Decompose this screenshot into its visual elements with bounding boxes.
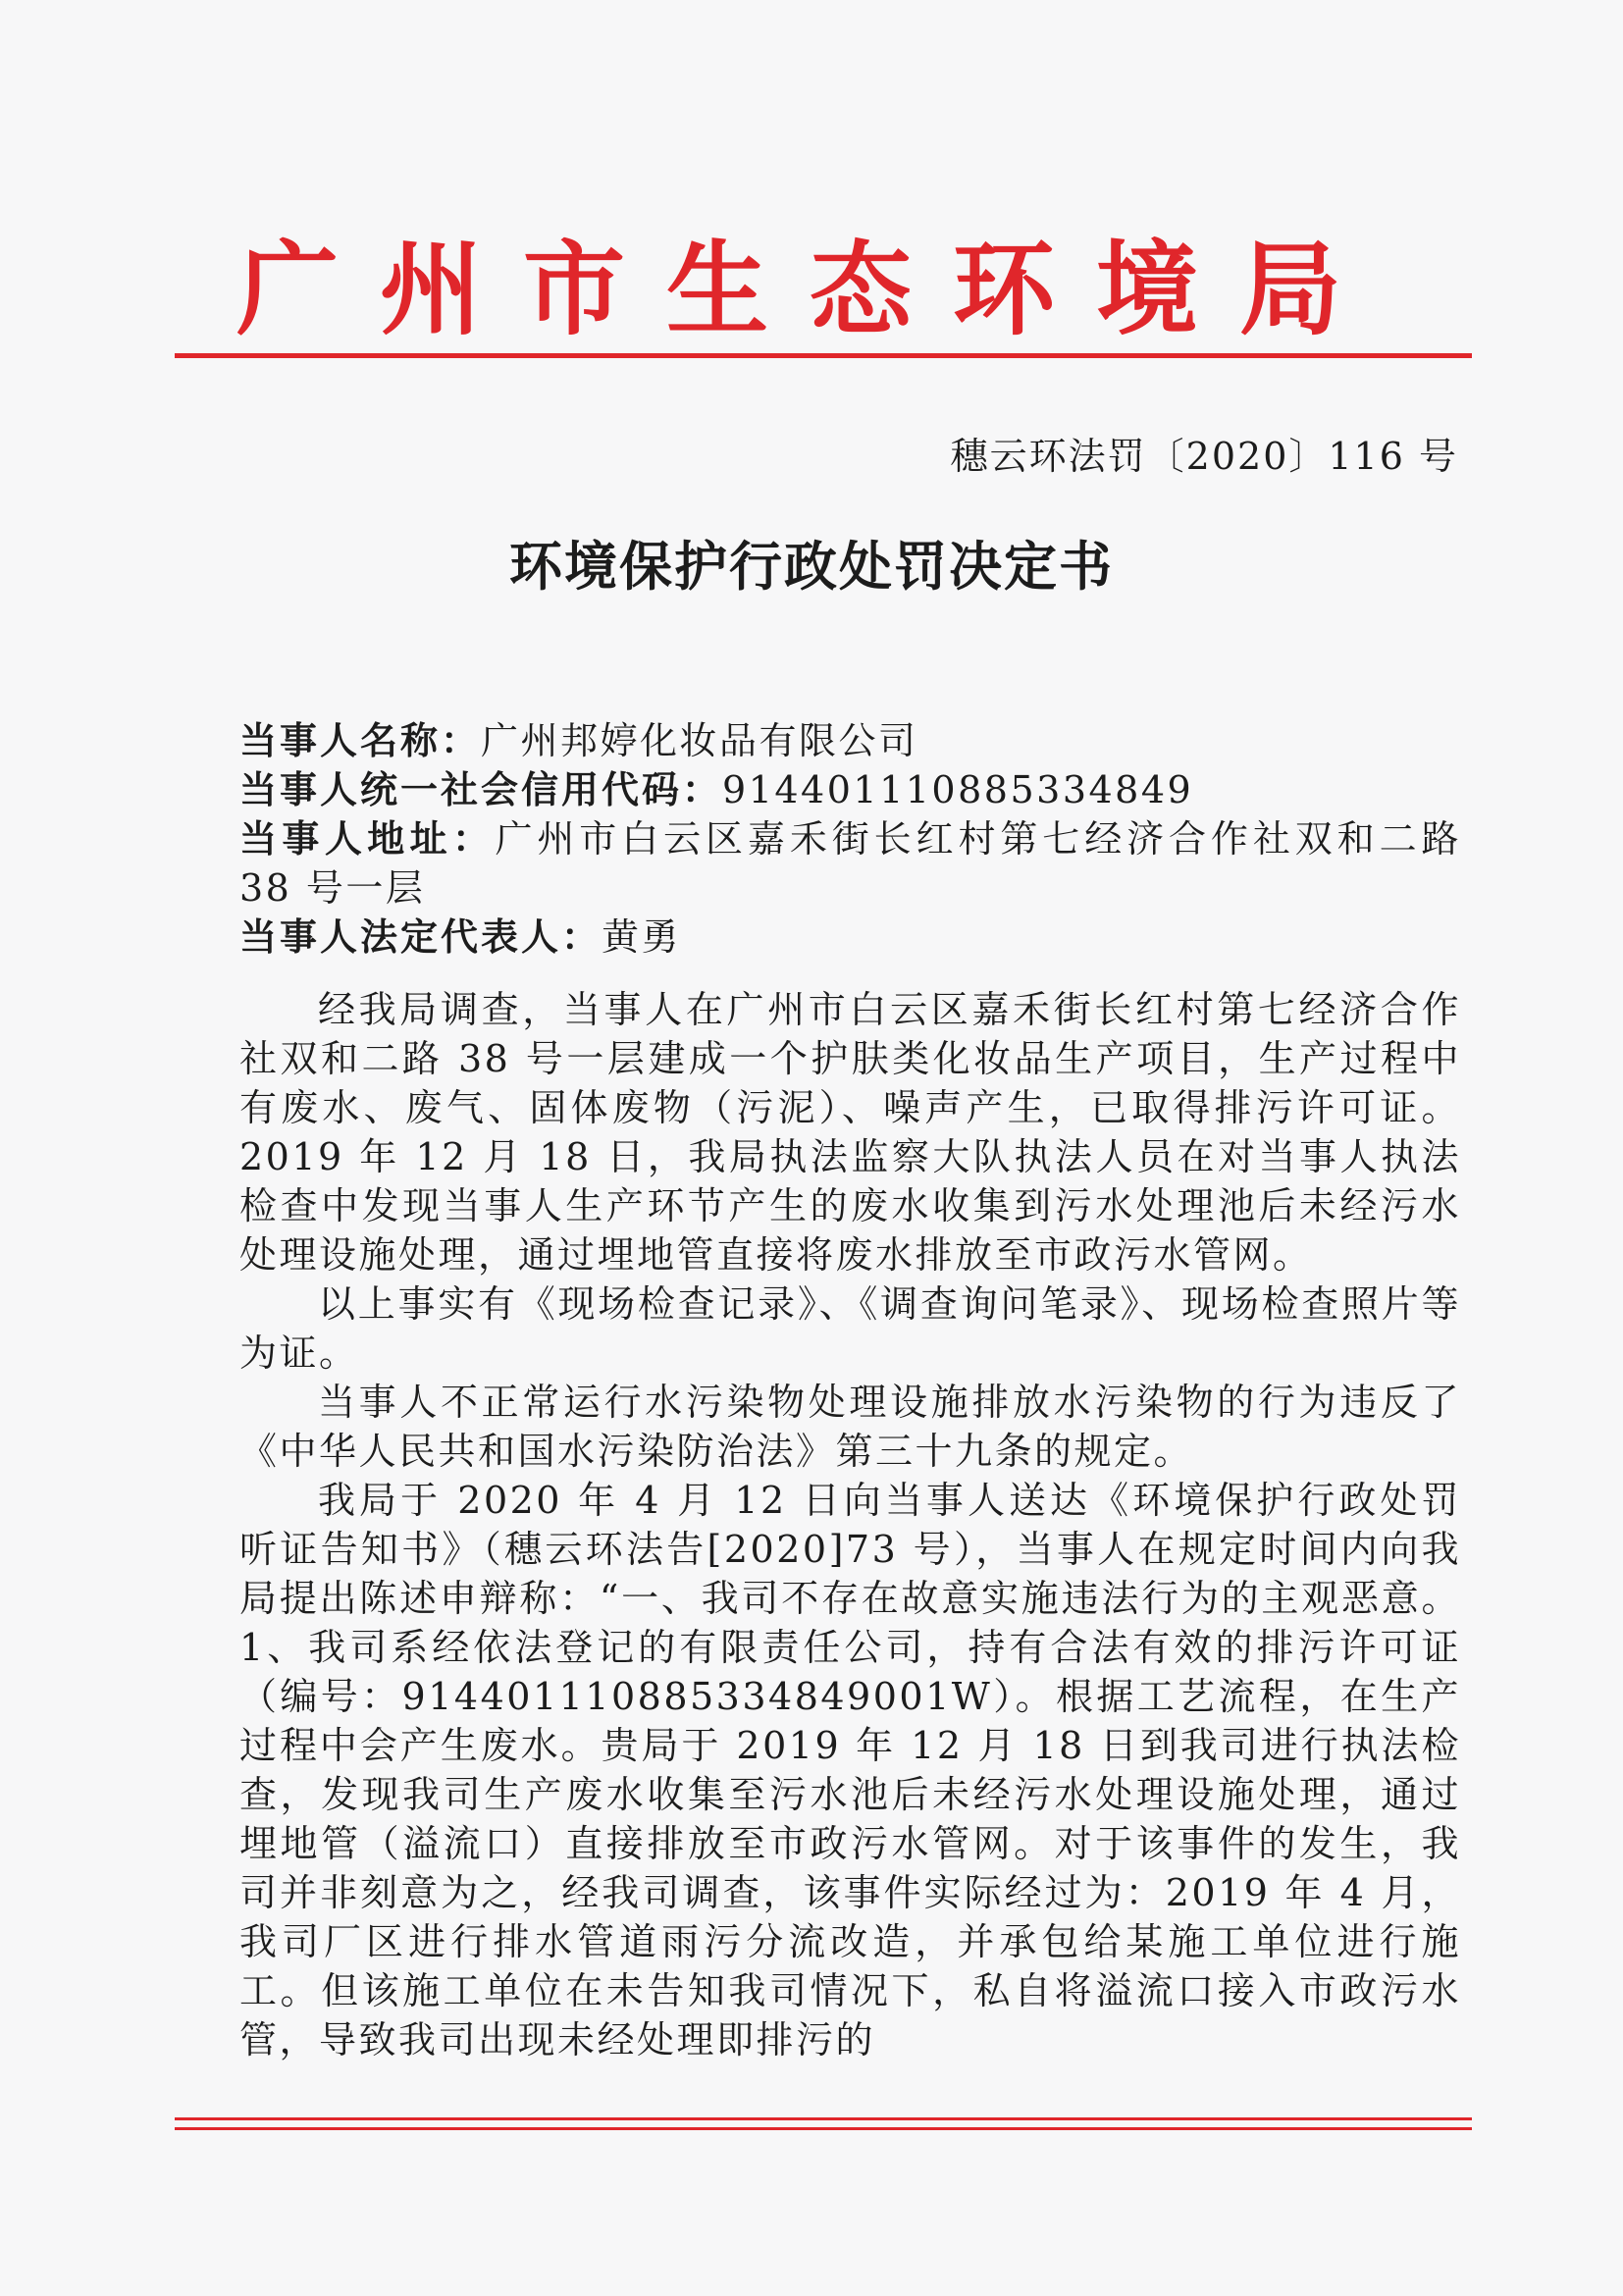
party-name-line [239, 716, 1461, 765]
party-rep-label: 当事人法定代表人： [239, 914, 602, 959]
party-rep-line [239, 913, 1461, 962]
party-credit-label: 当事人统一社会信用代码： [239, 767, 723, 811]
paragraph-violation: 当事人不正常运行水污染物处理设施排放水污染物的行为违反了《中华人民共和国水污染防治法》第三十九条的规定。 [239, 1381, 1461, 1473]
document-title: 环境保护行政处罚决定书 [509, 535, 1114, 598]
party-credit-value: 91440111088533484​9 [722, 768, 1194, 811]
party-address-label: 当事人地址： [239, 816, 496, 861]
paragraph-evidence: 以上事实有《现场检查记录》、《调查询问笔录》、现场检查照片等为证。 [239, 1282, 1461, 1375]
document-body [239, 716, 1461, 2064]
red-divider-top [175, 353, 1472, 358]
red-divider-bottom [175, 2117, 1472, 2120]
party-name-label: 当事人名称： [239, 718, 482, 762]
document-number: 穗云环法罚〔2020〕116 号 [950, 435, 1458, 478]
party-rep-value: 黄勇 [602, 915, 682, 959]
paragraph-hearing: 我局于 2020 年 4 月 12 日向当事人送达《环境保护行政处罚听证告知书》（穗云环法告[2020]73 号），当事人在规定时间内向我局提出陈述申辩称：“一、我司不存在故意实施违法行为的主观恶意。1、我司系经依法登记的有限责任公司，持有合法有效的排污许可证（编号：91440111088533484​9001W）。根据工艺流程，在生产过程中会产生废水。贵局于 2019 年 12 月 18 日到我司进行执法检查，发现我司生产废水收集至污水池后未经污水处理设施处理，通过埋地管（溢流口）直接排放至市政污水管网。对于该事件的发生，我司并非刻意为之，经我司调查，该事件实际经过为：2019 年 4 月，我司厂区进行排水管道雨污分流改造，并承包给某施工单位进行施工。但该施工单位在未告知我司情况下，私自将溢流口接入市政污水管，导致我司出现未经处理即排污的 [239, 1479, 1461, 2061]
paragraph-investigation: 经我局调查，当事人在广州市白云区嘉禾街长红村第七经济合作社双和二路 38 号一层建成一个护肤类化妆品生产项目，生产过程中有废水、废气、固体废物（污泥）、噪声产生，已取得排污许可证。2019 年 12 月 18 日，我局执法监察大队执法人员在对当事人执法检查中发现当事人生产环节产生的废水收集到污水处理池后未经污水处理设施处理，通过埋地管直接将废水排放至市政污水管网。 [239, 988, 1461, 1277]
agency-header: 广州市生态环境局 [236, 229, 1383, 349]
red-divider-bottom-2 [175, 2127, 1472, 2130]
party-credit-line [239, 765, 1461, 814]
party-address-value: 广州市白云区嘉禾街长红村第七经济合作社双和二路 38 号一层 [239, 817, 1461, 910]
party-name-value: 广州邦婷化妆品有限公司 [481, 719, 918, 762]
party-address-line [239, 814, 1461, 913]
